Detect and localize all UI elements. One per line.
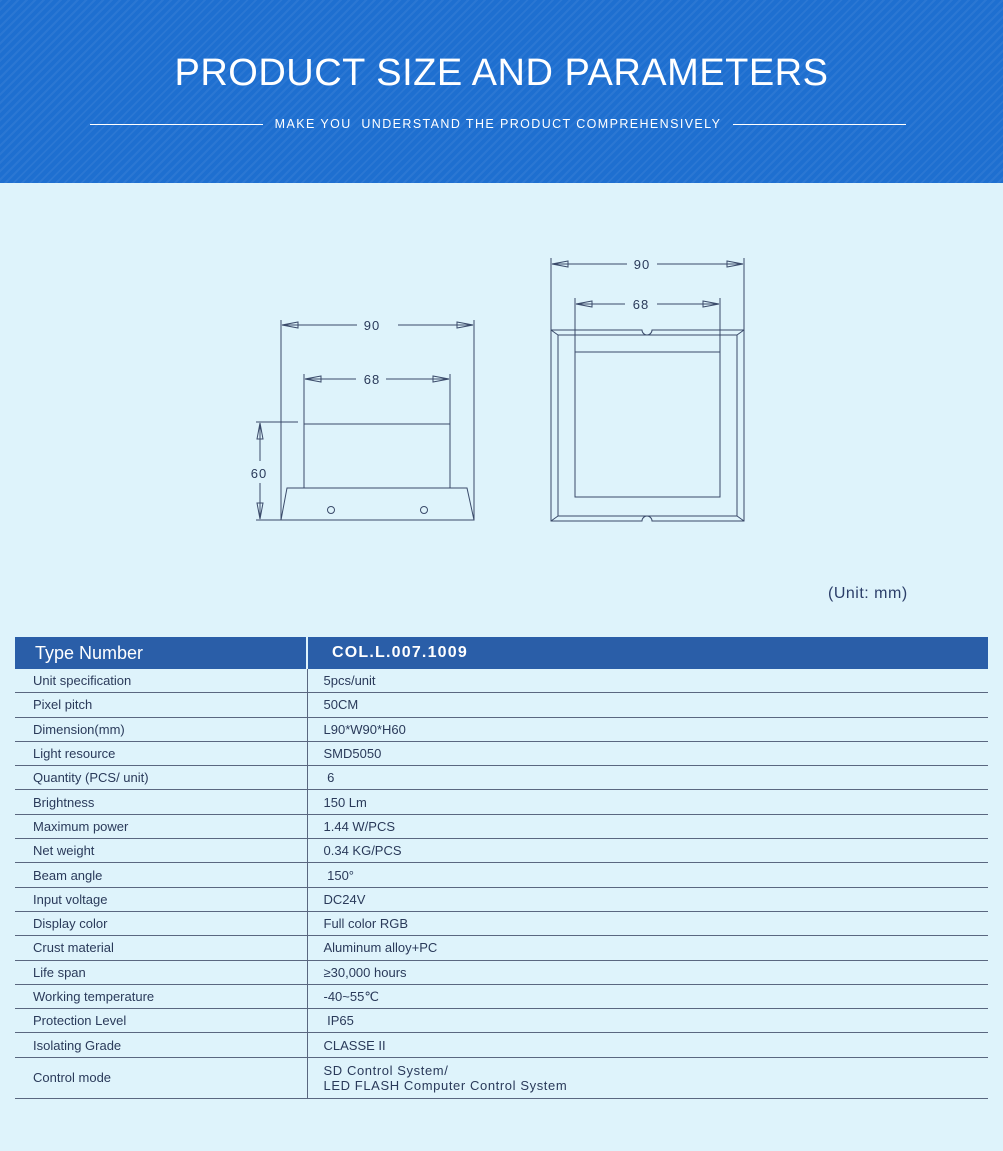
dimension-drawing [0, 240, 1003, 540]
subtitle-left-rule [90, 124, 263, 125]
side-outer-width-label: 90 [363, 318, 381, 333]
top-inner-frame [558, 335, 737, 516]
spec-label: Unit specification [15, 669, 307, 693]
spec-label: Pixel pitch [15, 693, 307, 717]
spec-value: ≥30,000 hours [307, 960, 988, 984]
top-outer-width-label: 90 [633, 257, 651, 272]
spec-label: Beam angle [15, 863, 307, 887]
spec-value: Aluminum alloy+PC [307, 936, 988, 960]
spec-row [15, 790, 988, 814]
spec-row [15, 669, 988, 693]
type-number-value: COL.L.007.1009 [307, 637, 988, 669]
side-base [281, 488, 474, 520]
side-body [304, 424, 450, 488]
header-banner [0, 0, 1003, 183]
page-title: PRODUCT SIZE AND PARAMETERS [174, 52, 829, 94]
spec-row [15, 936, 988, 960]
spec-value: IP65 [307, 1009, 988, 1033]
spec-label: Crust material [15, 936, 307, 960]
spec-row [15, 741, 988, 765]
spec-value: 150 Lm [307, 790, 988, 814]
control-mode-value [307, 1057, 988, 1098]
type-number-label: Type Number [15, 637, 307, 669]
spec-row [15, 887, 988, 911]
spec-value: SMD5050 [307, 741, 988, 765]
control-mode-line-1: SD Control System/ [323, 1062, 449, 1078]
control-mode-line-2: LED FLASH Computer Control System [323, 1077, 568, 1093]
spec-label: Net weight [15, 839, 307, 863]
side-screw-left [328, 507, 335, 514]
spec-value: DC24V [307, 887, 988, 911]
spec-table [15, 637, 988, 1099]
spec-row [15, 766, 988, 790]
spec-label: Control mode [15, 1057, 307, 1098]
top-bevel-bl [551, 516, 558, 521]
top-bevel-tr [737, 330, 744, 335]
side-screw-right [421, 507, 428, 514]
spec-row-control-mode [15, 1057, 988, 1098]
unit-note: (Unit: mm) [828, 585, 908, 602]
subtitle-right-rule [733, 124, 906, 125]
spec-header-row [15, 637, 988, 669]
side-height-label: 60 [250, 466, 268, 481]
spec-label: Light resource [15, 741, 307, 765]
spec-label: Quantity (PCS/ unit) [15, 766, 307, 790]
top-bevel-br [737, 516, 744, 521]
spec-value: 5pcs/unit [307, 669, 988, 693]
spec-value: L90*W90*H60 [307, 717, 988, 741]
top-inner-width-label: 68 [632, 297, 650, 312]
spec-row [15, 839, 988, 863]
spec-row [15, 863, 988, 887]
top-panel [575, 335, 720, 497]
spec-row [15, 1033, 988, 1057]
spec-value: -40~55℃ [307, 984, 988, 1008]
top-bevel-tl [551, 330, 558, 335]
spec-label: Life span [15, 960, 307, 984]
spec-label: Working temperature [15, 984, 307, 1008]
spec-label: Input voltage [15, 887, 307, 911]
spec-row [15, 984, 988, 1008]
subtitle-row [90, 114, 906, 134]
side-view-drawing [256, 320, 474, 520]
spec-row [15, 693, 988, 717]
spec-label: Protection Level [15, 1009, 307, 1033]
top-outer-frame [551, 330, 744, 521]
spec-value: 50CM [307, 693, 988, 717]
spec-value: 150° [307, 863, 988, 887]
spec-label: Brightness [15, 790, 307, 814]
page-subtitle: MAKE YOU UNDERSTAND THE PRODUCT COMPREHENSIVELY [274, 117, 722, 131]
spec-row [15, 717, 988, 741]
side-inner-width-label: 68 [363, 372, 381, 387]
spec-row [15, 960, 988, 984]
spec-value: Full color RGB [307, 911, 988, 935]
spec-label: Display color [15, 911, 307, 935]
spec-row [15, 1009, 988, 1033]
spec-value: 0.34 KG/PCS [307, 839, 988, 863]
spec-label: Isolating Grade [15, 1033, 307, 1057]
spec-value: 1.44 W/PCS [307, 814, 988, 838]
spec-row [15, 814, 988, 838]
spec-value: CLASSE II [307, 1033, 988, 1057]
spec-row [15, 911, 988, 935]
spec-label: Dimension(mm) [15, 717, 307, 741]
spec-value: 6 [307, 766, 988, 790]
spec-label: Maximum power [15, 814, 307, 838]
